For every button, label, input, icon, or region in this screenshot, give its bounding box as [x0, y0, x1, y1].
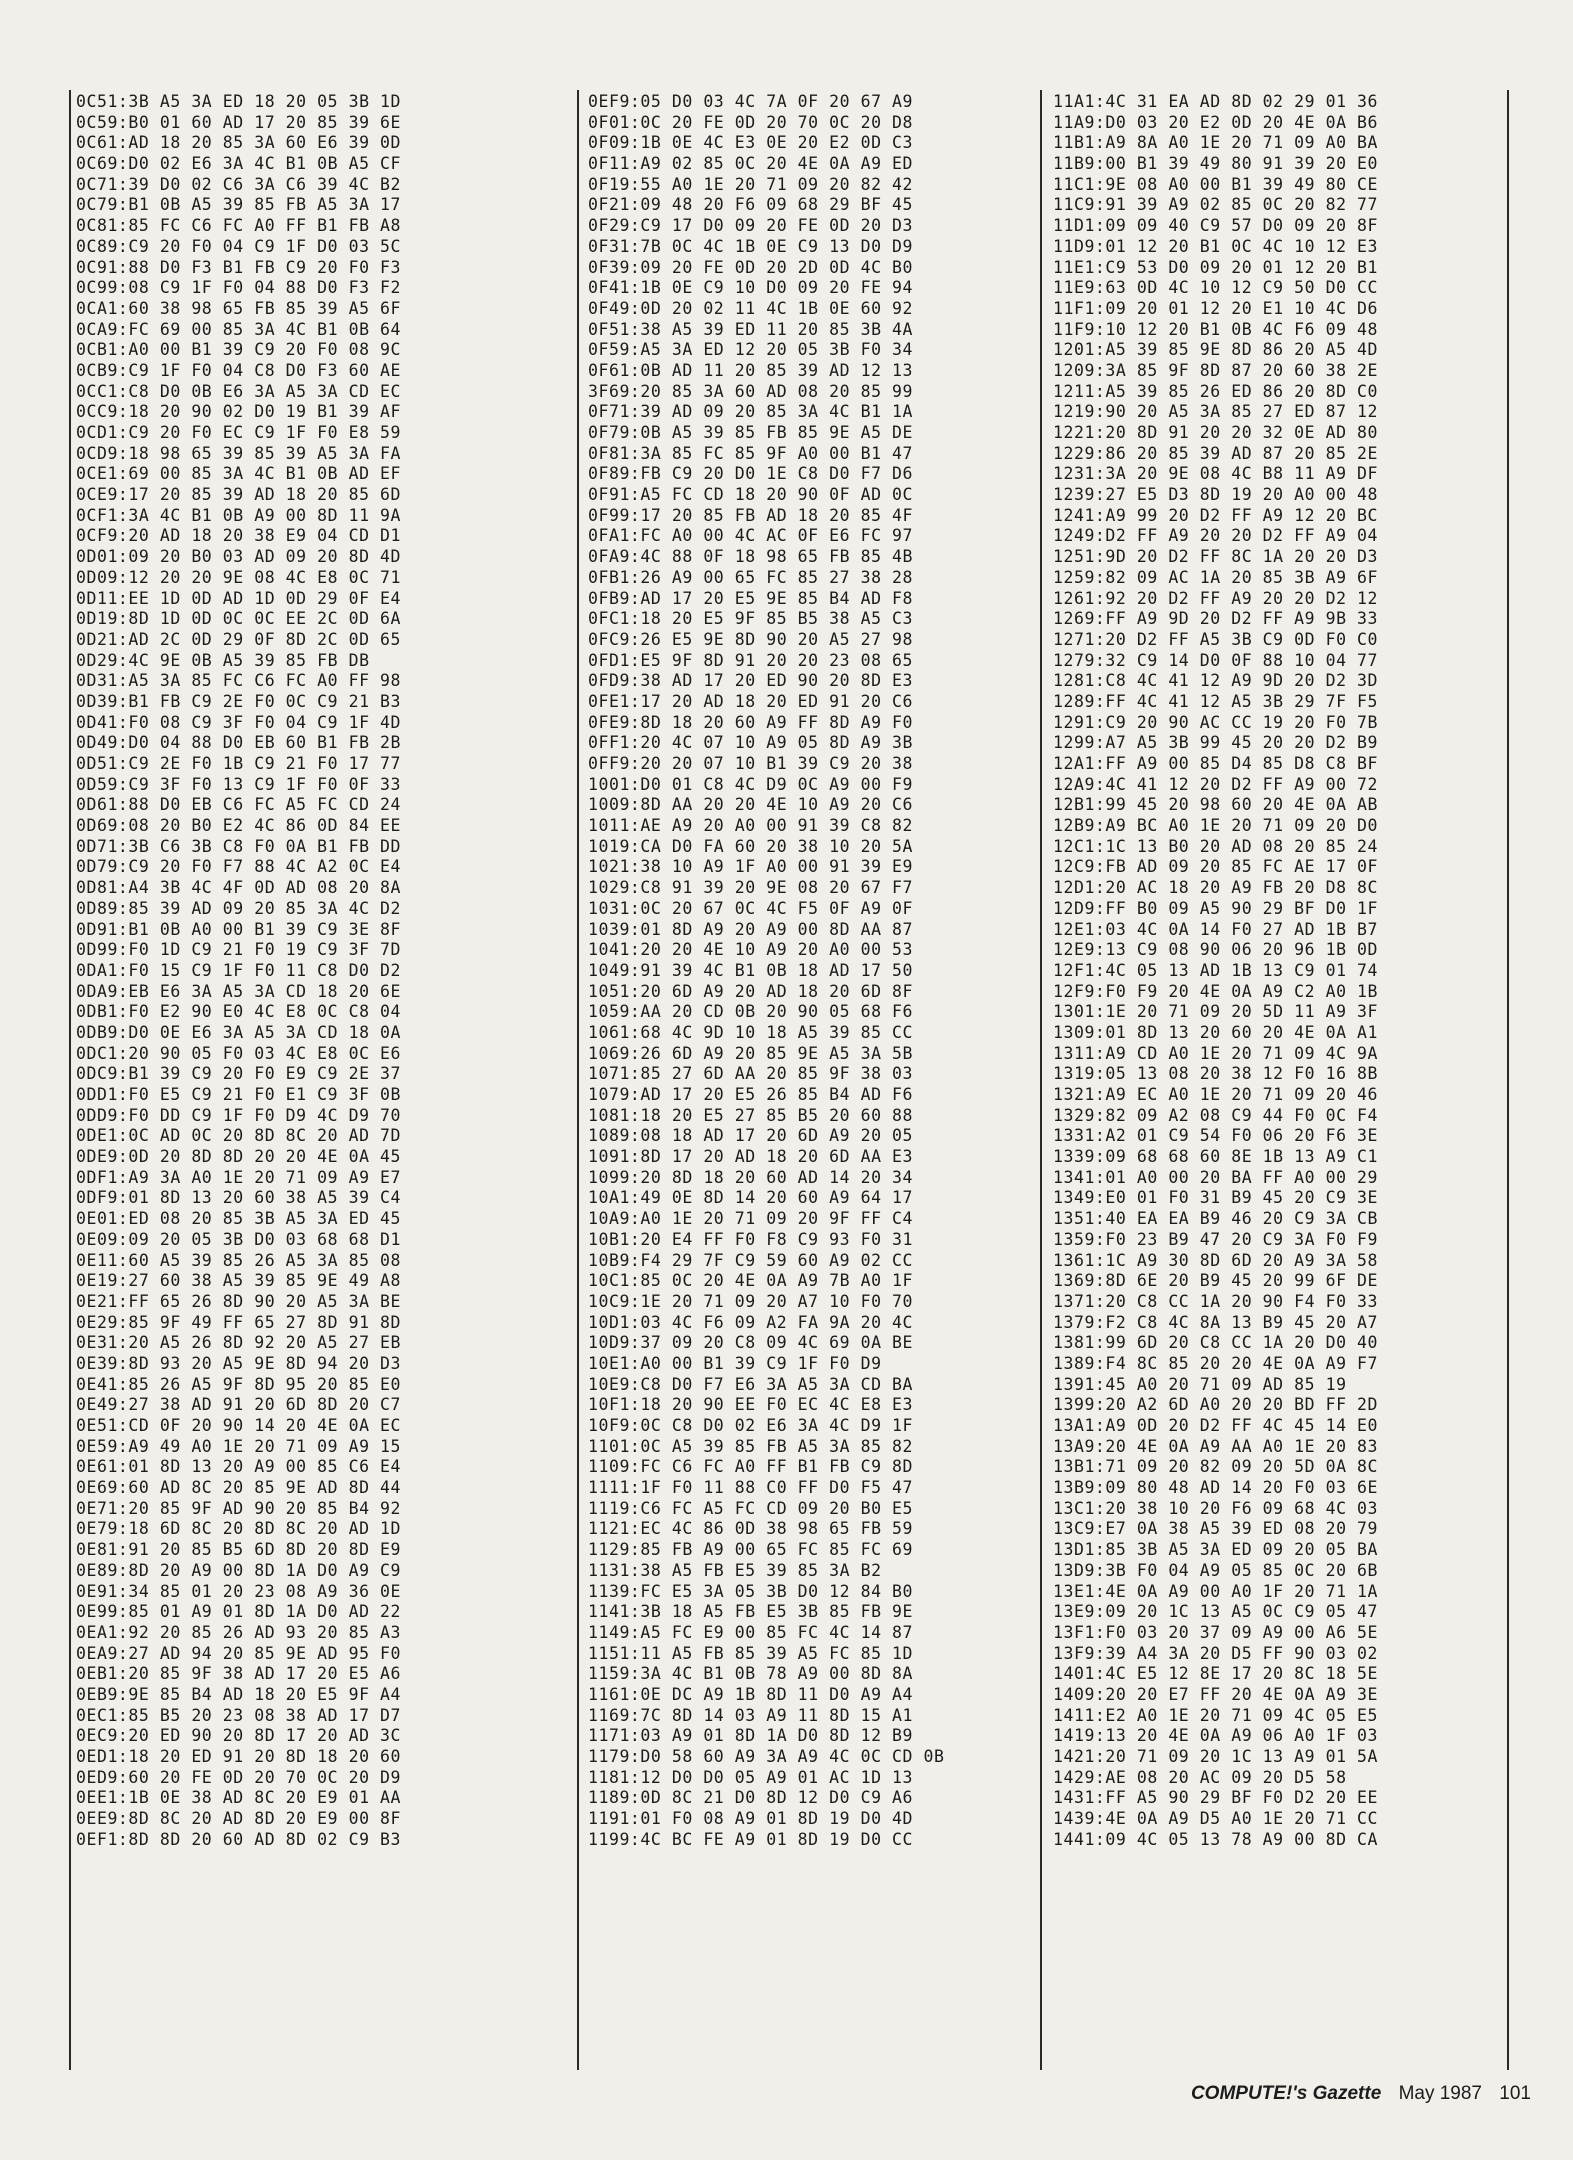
listing-line: 0D91:B1 0B A0 00 B1 39 C9 3E 8F: [76, 919, 401, 939]
listing-line: 1351:40 EA EA B9 46 20 C9 3A CB: [1053, 1209, 1378, 1229]
listing-line: 0D29:4C 9E 0B A5 39 85 FB DB: [76, 650, 370, 670]
listing-line: 0FE1:17 20 AD 18 20 ED 91 20 C6: [588, 691, 913, 711]
listing-line: 0EF1:8D 8D 20 60 AD 8D 02 C9 B3: [76, 1829, 401, 1849]
listing-line: 0D01:09 20 B0 03 AD 09 20 8D 4D: [76, 547, 401, 567]
listing-line: 0F11:A9 02 85 0C 20 4E 0A A9 ED: [588, 154, 913, 174]
listing-line: 0C89:C9 20 F0 04 C9 1F D0 03 5C: [76, 236, 401, 256]
listing-line: 10E9:C8 D0 F7 E6 3A A5 3A CD BA: [588, 1374, 913, 1394]
listing-line: 1281:C8 4C 41 12 A9 9D 20 D2 3D: [1053, 671, 1378, 691]
listing-line: 0DC1:20 90 05 F0 03 4C E8 0C E6: [76, 1043, 401, 1063]
listing-line: 1001:D0 01 C8 4C D9 0C A9 00 F9: [588, 774, 913, 794]
listing-line: 0E91:34 85 01 20 23 08 A9 36 0E: [76, 1581, 401, 1601]
listing-line: 1189:0D 8C 21 D0 8D 12 D0 C9 A6: [588, 1788, 913, 1808]
listing-line: 0E09:09 20 05 3B D0 03 68 68 D1: [76, 1229, 401, 1249]
listing-line: 13C1:20 38 10 20 F6 09 68 4C 03: [1053, 1498, 1378, 1518]
listing-line: 0E99:85 01 A9 01 8D 1A D0 AD 22: [76, 1602, 401, 1622]
listing-line: 1371:20 C8 CC 1A 20 90 F4 F0 33: [1053, 1291, 1378, 1311]
listing-line: 1209:3A 85 9F 8D 87 20 60 38 2E: [1053, 360, 1378, 380]
listing-line: 12C1:1C 13 B0 20 AD 08 20 85 24: [1053, 836, 1378, 856]
listing-line: 11E9:63 0D 4C 10 12 C9 50 D0 CC: [1053, 278, 1378, 298]
listing-line: 0F09:1B 0E 4C E3 0E 20 E2 0D C3: [588, 133, 913, 153]
listing-line: 1159:3A 4C B1 0B 78 A9 00 8D 8A: [588, 1664, 913, 1684]
listing-line: 0E31:20 A5 26 8D 92 20 A5 27 EB: [76, 1333, 401, 1353]
listing-line: 11F1:09 20 01 12 20 E1 10 4C D6: [1053, 298, 1378, 318]
listing-line: 1029:C8 91 39 20 9E 08 20 67 F7: [588, 878, 913, 898]
listing-line: 13A9:20 4E 0A A9 AA A0 1E 20 83: [1053, 1436, 1378, 1456]
listing-line: 12F1:4C 05 13 AD 1B 13 C9 01 74: [1053, 960, 1378, 980]
listing-line: 1409:20 20 E7 FF 20 4E 0A A9 3E: [1053, 1684, 1378, 1704]
listing-line: 1079:AD 17 20 E5 26 85 B4 AD F6: [588, 1085, 913, 1104]
listing-line: 10C9:1E 20 71 09 20 A7 10 F0 70: [588, 1291, 913, 1311]
listing-line: 0CD9:18 98 65 39 85 39 A5 3A FA: [76, 443, 401, 463]
listing-line: 13D9:3B F0 04 A9 05 85 0C 20 6B: [1053, 1560, 1378, 1580]
listing-line: 12D9:FF B0 09 A5 90 29 BF D0 1F: [1053, 898, 1378, 918]
listing-line: 0F19:55 A0 1E 20 71 09 20 82 42: [588, 174, 913, 194]
listing-line: 1439:4E 0A A9 D5 A0 1E 20 71 CC: [1053, 1809, 1378, 1829]
listing-line: 0DA9:EB E6 3A A5 3A CD 18 20 6E: [76, 981, 401, 1001]
listing-line: 13A1:A9 0D 20 D2 FF 4C 45 14 E0: [1053, 1416, 1378, 1435]
listing-line: 1069:26 6D A9 20 85 9E A5 3A 5B: [588, 1043, 913, 1063]
listing-line: 0DB9:D0 0E E6 3A A5 3A CD 18 0A: [76, 1022, 401, 1042]
listing-line: 10C1:85 0C 20 4E 0A A9 7B A0 1F: [588, 1271, 913, 1291]
listing-line: 0F59:A5 3A ED 12 20 05 3B F0 34: [588, 340, 913, 360]
listing-line: 1171:03 A9 01 8D 1A D0 8D 12 B9: [588, 1726, 913, 1746]
listing-line: 1091:8D 17 20 AD 18 20 6D AA E3: [588, 1147, 913, 1167]
listing-line: 1401:4C E5 12 8E 17 20 8C 18 5E: [1053, 1664, 1378, 1684]
listing-line: 0F61:0B AD 11 20 85 39 AD 12 13: [588, 360, 913, 380]
listing-line: 0C59:B0 01 60 AD 17 20 85 39 6E: [76, 112, 401, 132]
listing-line: 0C91:88 D0 F3 B1 FB C9 20 F0 F3: [76, 257, 401, 277]
listing-line: 0EF9:05 D0 03 4C 7A 0F 20 67 A9: [588, 92, 913, 111]
listing-line: 12F9:F0 F9 20 4E 0A A9 C2 A0 1B: [1053, 981, 1378, 1001]
listing-line: 1411:E2 A0 1E 20 71 09 4C 05 E5: [1053, 1705, 1378, 1725]
listing-line: 1031:0C 20 67 0C 4C F5 0F A9 0F: [588, 898, 913, 918]
listing-line: 1109:FC C6 FC A0 FF B1 FB C9 8D: [588, 1457, 913, 1477]
listing-line: 13B1:71 09 20 82 09 20 5D 0A 8C: [1053, 1457, 1378, 1477]
listing-line: 0E51:CD 0F 20 90 14 20 4E 0A EC: [76, 1416, 401, 1435]
listing-line: 0FF9:20 20 07 10 B1 39 C9 20 38: [588, 754, 913, 773]
listing-line: 0E79:18 6D 8C 20 8D 8C 20 AD 1D: [76, 1519, 401, 1539]
listing-line: 1339:09 68 68 60 8E 1B 13 A9 C1: [1053, 1147, 1378, 1167]
listing-line: 11F9:10 12 20 B1 0B 4C F6 09 48: [1053, 319, 1378, 339]
listing-line: 0E39:8D 93 20 A5 9E 8D 94 20 D3: [76, 1353, 401, 1373]
listing-line: 0E01:ED 08 20 85 3B A5 3A ED 45: [76, 1209, 401, 1229]
listing-line: 0CA1:60 38 98 65 FB 85 39 A5 6F: [76, 298, 401, 318]
listing-line: 0DA1:F0 15 C9 1F F0 11 C8 D0 D2: [76, 960, 401, 980]
listing-line: 0F39:09 20 FE 0D 20 2D 0D 4C B0: [588, 257, 913, 277]
listing-line: 1251:9D 20 D2 FF 8C 1A 20 20 D3: [1053, 547, 1378, 567]
listing-line: 1359:F0 23 B9 47 20 C9 3A F0 F9: [1053, 1229, 1378, 1249]
listing-line: 0F99:17 20 85 FB AD 18 20 85 4F: [588, 505, 913, 525]
listing-line: 0D09:12 20 20 9E 08 4C E8 0C 71: [76, 567, 401, 587]
listing-line: 0CE1:69 00 85 3A 4C B1 0B AD EF: [76, 464, 401, 484]
listing-line: 0D71:3B C6 3B C8 F0 0A B1 FB DD: [76, 836, 401, 856]
listing-line: 0FC1:18 20 E5 9F 85 B5 38 A5 C3: [588, 609, 913, 629]
listing-line: 13E1:4E 0A A9 00 A0 1F 20 71 1A: [1053, 1581, 1378, 1601]
listing-line: 0D41:F0 08 C9 3F F0 04 C9 1F 4D: [76, 712, 401, 732]
listing-line: 0D89:85 39 AD 09 20 85 3A 4C D2: [76, 898, 401, 918]
listing-line: 0EE1:1B 0E 38 AD 8C 20 E9 01 AA: [76, 1788, 401, 1808]
listing-line: 1321:A9 EC A0 1E 20 71 09 20 46: [1053, 1085, 1378, 1104]
listing-line: 3F69:20 85 3A 60 AD 08 20 85 99: [588, 381, 913, 401]
listing-line: 11B1:A9 8A A0 1E 20 71 09 A0 BA: [1053, 133, 1378, 153]
listing-line: 1429:AE 08 20 AC 09 20 D5 58: [1053, 1767, 1347, 1787]
listing-line: 1381:99 6D 20 C8 CC 1A 20 D0 40: [1053, 1333, 1378, 1353]
listing-line: 0F41:1B 0E C9 10 D0 09 20 FE 94: [588, 278, 913, 298]
listing-line: 1011:AE A9 20 A0 00 91 39 C8 82: [588, 816, 913, 836]
listing-line: 0D39:B1 FB C9 2E F0 0C C9 21 B3: [76, 691, 401, 711]
listing-line: 0DF1:A9 3A A0 1E 20 71 09 A9 E7: [76, 1167, 401, 1187]
listing-line: 13E9:09 20 1C 13 A5 0C C9 05 47: [1053, 1602, 1378, 1622]
listing-line: 11A1:4C 31 EA AD 8D 02 29 01 36: [1053, 92, 1378, 111]
listing-line: 1149:A5 FC E9 00 85 FC 4C 14 87: [588, 1622, 913, 1642]
listing-line: 1179:D0 58 60 A9 3A A9 4C 0C CD 0B: [588, 1747, 945, 1766]
listing-line: 11B9:00 B1 39 49 80 91 39 20 E0: [1053, 154, 1378, 174]
listing-line: 1301:1E 20 71 09 20 5D 11 A9 3F: [1053, 1002, 1378, 1022]
listing-line: 0CC9:18 20 90 02 D0 19 B1 39 AF: [76, 402, 401, 422]
listing-line: 0DE9:0D 20 8D 8D 20 20 4E 0A 45: [76, 1147, 401, 1167]
listing-line: 0CF1:3A 4C B1 0B A9 00 8D 11 9A: [76, 505, 401, 525]
publication-name: COMPUTE!'s Gazette: [1190, 2083, 1382, 2104]
listing-line: 0EE9:8D 8C 20 AD 8D 20 E9 00 8F: [76, 1809, 401, 1829]
listing-line: 0CE9:17 20 85 39 AD 18 20 85 6D: [76, 485, 401, 505]
listing-line: 13F1:F0 03 20 37 09 A9 00 A6 5E: [1053, 1622, 1378, 1642]
column-rule: [69, 90, 71, 2070]
listing-line: 1269:FF A9 9D 20 D2 FF A9 9B 33: [1053, 609, 1378, 629]
listing-line: 1431:FF A5 90 29 BF F0 D2 20 EE: [1053, 1788, 1378, 1808]
listing-line: 0F51:38 A5 39 ED 11 20 85 3B 4A: [588, 319, 913, 339]
listing-line: 0F29:C9 17 D0 09 20 FE 0D 20 D3: [588, 216, 913, 236]
listing-line: 10A9:A0 1E 20 71 09 20 9F FF C4: [588, 1209, 913, 1229]
listing-line: 0FC9:26 E5 9E 8D 90 20 A5 27 98: [588, 629, 913, 649]
listing-line: 12C9:FB AD 09 20 85 FC AE 17 0F: [1053, 857, 1378, 877]
listing-line: 0D31:A5 3A 85 FC C6 FC A0 FF 98: [76, 671, 401, 691]
listing-line: 0F21:09 48 20 F6 09 68 29 BF 45: [588, 195, 913, 215]
listing-line: 1131:38 A5 FB E5 39 85 3A B2: [588, 1560, 882, 1580]
listing-line: 1349:E0 01 F0 31 B9 45 20 C9 3E: [1053, 1188, 1378, 1208]
listing-line: 0FD9:38 AD 17 20 ED 90 20 8D E3: [588, 671, 913, 691]
listing-line: 1241:A9 99 20 D2 FF A9 12 20 BC: [1053, 505, 1378, 525]
listing-line: 0E41:85 26 A5 9F 8D 95 20 85 E0: [76, 1374, 401, 1394]
listing-line: 12D1:20 AC 18 20 A9 FB 20 D8 8C: [1053, 878, 1378, 898]
listing-line: 0FB1:26 A9 00 65 FC 85 27 38 28: [588, 567, 913, 587]
listing-line: 1329:82 09 A2 08 C9 44 F0 0C F4: [1053, 1105, 1378, 1125]
listing-line: 0EB9:9E 85 B4 AD 18 20 E5 9F A4: [76, 1684, 401, 1704]
listing-line: 0C79:B1 0B A5 39 85 FB A5 3A 17: [76, 195, 401, 215]
listing-line: 0CC1:C8 D0 0B E6 3A A5 3A CD EC: [76, 381, 401, 401]
listing-line: 10D1:03 4C F6 09 A2 FA 9A 20 4C: [588, 1312, 913, 1332]
page-number: 101: [1499, 2083, 1531, 2104]
listing-line: 0FA1:FC A0 00 4C AC 0F E6 FC 97: [588, 526, 913, 546]
page-footer: [1191, 2083, 1531, 2105]
listing-line: 1379:F2 C8 4C 8A 13 B9 45 20 A7: [1053, 1312, 1378, 1332]
listing-line: 1039:01 8D A9 20 A9 00 8D AA 87: [588, 919, 913, 939]
listing-line: 13D1:85 3B A5 3A ED 09 20 05 BA: [1053, 1540, 1378, 1560]
listing-line: 0DE1:0C AD 0C 20 8D 8C 20 AD 7D: [76, 1126, 401, 1146]
hex-listing-column-1: [76, 92, 531, 1850]
listing-line: 1041:20 20 4E 10 A9 20 A0 00 53: [588, 940, 913, 960]
listing-line: 0F89:FB C9 20 D0 1E C8 D0 F7 D6: [588, 464, 913, 484]
listing-line: 0D11:EE 1D 0D AD 1D 0D 29 0F E4: [76, 588, 401, 608]
listing-line: 0D49:D0 04 88 D0 EB 60 B1 FB 2B: [76, 733, 401, 753]
listing-line: 0DD1:F0 E5 C9 21 F0 E1 C9 3F 0B: [76, 1085, 401, 1104]
listing-line: 10F9:0C C8 D0 02 E6 3A 4C D9 1F: [588, 1416, 913, 1435]
listing-line: 0CB9:C9 1F F0 04 C8 D0 F3 60 AE: [76, 360, 401, 380]
listing-line: 0CD1:C9 20 F0 EC C9 1F F0 E8 59: [76, 423, 401, 442]
listing-line: 0E61:01 8D 13 20 A9 00 85 C6 E4: [76, 1457, 401, 1477]
listing-line: 1419:13 20 4E 0A A9 06 A0 1F 03: [1053, 1726, 1378, 1746]
listing-line: 0F01:0C 20 FE 0D 20 70 0C 20 D8: [588, 112, 913, 132]
column-rule: [577, 90, 579, 2070]
listing-line: 0E21:FF 65 26 8D 90 20 A5 3A BE: [76, 1291, 401, 1311]
listing-line: 10E1:A0 00 B1 39 C9 1F F0 D9: [588, 1353, 882, 1373]
listing-line: 0E59:A9 49 A0 1E 20 71 09 A9 15: [76, 1436, 401, 1456]
listing-line: 1081:18 20 E5 27 85 B5 20 60 88: [588, 1105, 913, 1125]
listing-line: 1259:82 09 AC 1A 20 85 3B A9 6F: [1053, 567, 1378, 587]
listing-line: 0ED9:60 20 FE 0D 20 70 0C 20 D9: [76, 1767, 401, 1787]
listing-line: 0D21:AD 2C 0D 29 0F 8D 2C 0D 65: [76, 629, 401, 649]
listing-line: 11E1:C9 53 D0 09 20 01 12 20 B1: [1053, 257, 1378, 277]
listing-line: 12E9:13 C9 08 90 06 20 96 1B 0D: [1053, 940, 1378, 960]
listing-line: 1111:1F F0 11 88 C0 FF D0 F5 47: [588, 1478, 913, 1498]
listing-line: 1229:86 20 85 39 AD 87 20 85 2E: [1053, 443, 1378, 463]
listing-line: 1151:11 A5 FB 85 39 A5 FC 85 1D: [588, 1643, 913, 1663]
hex-listing-column-2: [588, 92, 1043, 1850]
listing-line: 0EB1:20 85 9F 38 AD 17 20 E5 A6: [76, 1664, 401, 1684]
listing-line: 0E49:27 38 AD 91 20 6D 8D 20 C7: [76, 1395, 401, 1415]
listing-line: 0DD9:F0 DD C9 1F F0 D9 4C D9 70: [76, 1105, 401, 1125]
listing-line: 1219:90 20 A5 3A 85 27 ED 87 12: [1053, 402, 1378, 422]
listing-line: 0D99:F0 1D C9 21 F0 19 C9 3F 7D: [76, 940, 401, 960]
listing-line: 1309:01 8D 13 20 60 20 4E 0A A1: [1053, 1022, 1378, 1042]
listing-line: 13C9:E7 0A 38 A5 39 ED 08 20 79: [1053, 1519, 1378, 1539]
listing-line: 1101:0C A5 39 85 FB A5 3A 85 82: [588, 1436, 913, 1456]
listing-line: 1161:0E DC A9 1B 8D 11 D0 A9 A4: [588, 1684, 913, 1704]
listing-line: 1139:FC E5 3A 05 3B D0 12 84 B0: [588, 1581, 913, 1601]
listing-line: 0CA9:FC 69 00 85 3A 4C B1 0B 64: [76, 319, 401, 339]
listing-line: 1191:01 F0 08 A9 01 8D 19 D0 4D: [588, 1809, 913, 1829]
listing-line: 1181:12 D0 D0 05 A9 01 AC 1D 13: [588, 1767, 913, 1787]
listing-line: 0FA9:4C 88 0F 18 98 65 FB 85 4B: [588, 547, 913, 567]
listing-line: 1239:27 E5 D3 8D 19 20 A0 00 48: [1053, 485, 1378, 505]
listing-line: 1061:68 4C 9D 10 18 A5 39 85 CC: [588, 1022, 913, 1042]
listing-line: 1361:1C A9 30 8D 6D 20 A9 3A 58: [1053, 1250, 1378, 1270]
listing-line: 1271:20 D2 FF A5 3B C9 0D F0 C0: [1053, 629, 1378, 649]
listing-line: 11C1:9E 08 A0 00 B1 39 49 80 CE: [1053, 174, 1378, 194]
listing-line: 0EA9:27 AD 94 20 85 9E AD 95 F0: [76, 1643, 401, 1663]
listing-line: 1129:85 FB A9 00 65 FC 85 FC 69: [588, 1540, 913, 1560]
listing-line: 1141:3B 18 A5 FB E5 3B 85 FB 9E: [588, 1602, 913, 1622]
listing-line: 1221:20 8D 91 20 20 32 0E AD 80: [1053, 423, 1378, 442]
listing-line: 0EC9:20 ED 90 20 8D 17 20 AD 3C: [76, 1726, 401, 1746]
listing-line: 1099:20 8D 18 20 60 AD 14 20 34: [588, 1167, 913, 1187]
listing-line: 12E1:03 4C 0A 14 F0 27 AD 1B B7: [1053, 919, 1378, 939]
listing-line: 0FB9:AD 17 20 E5 9E 85 B4 AD F8: [588, 588, 913, 608]
listing-line: 0E29:85 9F 49 FF 65 27 8D 91 8D: [76, 1312, 401, 1332]
listing-line: 0F81:3A 85 FC 85 9F A0 00 B1 47: [588, 443, 913, 463]
listing-line: 1121:EC 4C 86 0D 38 98 65 FB 59: [588, 1519, 913, 1539]
listing-line: 1089:08 18 AD 17 20 6D A9 20 05: [588, 1126, 913, 1146]
listing-line: 0F91:A5 FC CD 18 20 90 0F AD 0C: [588, 485, 913, 505]
listing-line: 1071:85 27 6D AA 20 85 9F 38 03: [588, 1064, 913, 1084]
listing-line: 0D61:88 D0 EB C6 FC A5 FC CD 24: [76, 795, 401, 815]
listing-line: 1299:A7 A5 3B 99 45 20 20 D2 B9: [1053, 733, 1378, 753]
listing-line: 10A1:49 0E 8D 14 20 60 A9 64 17: [588, 1188, 913, 1208]
listing-line: 13F9:39 A4 3A 20 D5 FF 90 03 02: [1053, 1643, 1378, 1663]
listing-line: 0E71:20 85 9F AD 90 20 85 B4 92: [76, 1498, 401, 1518]
listing-line: 11A9:D0 03 20 E2 0D 20 4E 0A B6: [1053, 112, 1378, 132]
listing-line: 0C81:85 FC C6 FC A0 FF B1 FB A8: [76, 216, 401, 236]
listing-line: 1211:A5 39 85 26 ED 86 20 8D C0: [1053, 381, 1378, 401]
listing-line: 0D19:8D 1D 0D 0C 0C EE 2C 0D 6A: [76, 609, 401, 629]
hex-listing-column-3: [1053, 92, 1508, 1850]
listing-line: 1289:FF 4C 41 12 A5 3B 29 7F F5: [1053, 691, 1378, 711]
listing-line: 0C61:AD 18 20 85 3A 60 E6 39 0D: [76, 133, 401, 153]
listing-line: 0E89:8D 20 A9 00 8D 1A D0 A9 C9: [76, 1560, 401, 1580]
listing-line: 0FD1:E5 9F 8D 91 20 20 23 08 65: [588, 650, 913, 670]
listing-line: 0F49:0D 20 02 11 4C 1B 0E 60 92: [588, 298, 913, 318]
listing-line: 10B9:F4 29 7F C9 59 60 A9 02 CC: [588, 1250, 913, 1270]
listing-line: 1169:7C 8D 14 03 A9 11 8D 15 A1: [588, 1705, 913, 1725]
listing-line: 0CB1:A0 00 B1 39 C9 20 F0 08 9C: [76, 340, 401, 360]
listing-line: 11C9:91 39 A9 02 85 0C 20 82 77: [1053, 195, 1378, 215]
listing-line: 13B9:09 80 48 AD 14 20 F0 03 6E: [1053, 1478, 1378, 1498]
listing-line: 0E69:60 AD 8C 20 85 9E AD 8D 44: [76, 1478, 401, 1498]
listing-line: 0F71:39 AD 09 20 85 3A 4C B1 1A: [588, 402, 913, 422]
listing-line: 0C69:D0 02 E6 3A 4C B1 0B A5 CF: [76, 154, 401, 174]
listing-line: 1319:05 13 08 20 38 12 F0 16 8B: [1053, 1064, 1378, 1084]
listing-line: 1021:38 10 A9 1F A0 00 91 39 E9: [588, 857, 913, 877]
listing-line: 0D79:C9 20 F0 F7 88 4C A2 0C E4: [76, 857, 401, 877]
listing-line: 12A9:4C 41 12 20 D2 FF A9 00 72: [1053, 774, 1378, 794]
listing-line: 0E19:27 60 38 A5 39 85 9E 49 A8: [76, 1271, 401, 1291]
listing-line: 1019:CA D0 FA 60 20 38 10 20 5A: [588, 836, 913, 856]
listing-line: 0D81:A4 3B 4C 4F 0D AD 08 20 8A: [76, 878, 401, 898]
listing-line: 1119:C6 FC A5 FC CD 09 20 B0 E5: [588, 1498, 913, 1518]
listing-line: 11D9:01 12 20 B1 0C 4C 10 12 E3: [1053, 236, 1378, 256]
listing-line: 10F1:18 20 90 EE F0 EC 4C E8 E3: [588, 1395, 913, 1415]
listing-line: 1231:3A 20 9E 08 4C B8 11 A9 DF: [1053, 464, 1378, 484]
listing-line: 1249:D2 FF A9 20 20 D2 FF A9 04: [1053, 526, 1378, 546]
listing-line: 0DF9:01 8D 13 20 60 38 A5 39 C4: [76, 1188, 401, 1208]
listing-line: 0E11:60 A5 39 85 26 A5 3A 85 08: [76, 1250, 401, 1270]
listing-line: 0FF1:20 4C 07 10 A9 05 8D A9 3B: [588, 733, 913, 753]
listing-line: 0ED1:18 20 ED 91 20 8D 18 20 60: [76, 1747, 401, 1766]
listing-line: 1331:A2 01 C9 54 F0 06 20 F6 3E: [1053, 1126, 1378, 1146]
listing-line: 1199:4C BC FE A9 01 8D 19 D0 CC: [588, 1829, 913, 1849]
listing-line: 12B9:A9 BC A0 1E 20 71 09 20 D0: [1053, 816, 1378, 836]
listing-line: 0F79:0B A5 39 85 FB 85 9E A5 DE: [588, 423, 913, 442]
listing-line: 1009:8D AA 20 20 4E 10 A9 20 C6: [588, 795, 913, 815]
listing-line: 0C71:39 D0 02 C6 3A C6 39 4C B2: [76, 174, 401, 194]
listing-line: 0D59:C9 3F F0 13 C9 1F F0 0F 33: [76, 774, 401, 794]
listing-line: 12A1:FF A9 00 85 D4 85 D8 C8 BF: [1053, 754, 1378, 773]
listing-line: 0C51:3B A5 3A ED 18 20 05 3B 1D: [76, 92, 401, 111]
listing-line: 1421:20 71 09 20 1C 13 A9 01 5A: [1053, 1747, 1378, 1766]
listing-line: 1201:A5 39 85 9E 8D 86 20 A5 4D: [1053, 340, 1378, 360]
listing-line: 1049:91 39 4C B1 0B 18 AD 17 50: [588, 960, 913, 980]
listing-line: 1051:20 6D A9 20 AD 18 20 6D 8F: [588, 981, 913, 1001]
listing-line: 1279:32 C9 14 D0 0F 88 10 04 77: [1053, 650, 1378, 670]
listing-line: 1389:F4 8C 85 20 20 4E 0A A9 F7: [1053, 1353, 1378, 1373]
listing-line: 0C99:08 C9 1F F0 04 88 D0 F3 F2: [76, 278, 401, 298]
listing-line: 1369:8D 6E 20 B9 45 20 99 6F DE: [1053, 1271, 1378, 1291]
listing-line: 0EC1:85 B5 20 23 08 38 AD 17 D7: [76, 1705, 401, 1725]
listing-line: 1291:C9 20 90 AC CC 19 20 F0 7B: [1053, 712, 1378, 732]
listing-line: 0D69:08 20 B0 E2 4C 86 0D 84 EE: [76, 816, 401, 836]
listing-line: 0EA1:92 20 85 26 AD 93 20 85 A3: [76, 1622, 401, 1642]
listing-line: 10D9:37 09 20 C8 09 4C 69 0A BE: [588, 1333, 913, 1353]
listing-line: 0CF9:20 AD 18 20 38 E9 04 CD D1: [76, 526, 401, 546]
listing-line: 10B1:20 E4 FF F0 F8 C9 93 F0 31: [588, 1229, 913, 1249]
listing-line: 1399:20 A2 6D A0 20 20 BD FF 2D: [1053, 1395, 1378, 1415]
listing-line: 12B1:99 45 20 98 60 20 4E 0A AB: [1053, 795, 1378, 815]
listing-line: 1391:45 A0 20 71 09 AD 85 19: [1053, 1374, 1347, 1394]
listing-line: 0DC9:B1 39 C9 20 F0 E9 C9 2E 37: [76, 1064, 401, 1084]
listing-line: 11D1:09 09 40 C9 57 D0 09 20 8F: [1053, 216, 1378, 236]
listing-line: 1441:09 4C 05 13 78 A9 00 8D CA: [1053, 1829, 1378, 1849]
listing-line: 1261:92 20 D2 FF A9 20 20 D2 12: [1053, 588, 1378, 608]
listing-line: 0DB1:F0 E2 90 E0 4C E8 0C C8 04: [76, 1002, 401, 1022]
listing-line: 0F31:7B 0C 4C 1B 0E C9 13 D0 D9: [588, 236, 913, 256]
listing-line: 0D51:C9 2E F0 1B C9 21 F0 17 77: [76, 754, 401, 773]
listing-line: 1311:A9 CD A0 1E 20 71 09 4C 9A: [1053, 1043, 1378, 1063]
listing-line: 1059:AA 20 CD 0B 20 90 05 68 F6: [588, 1002, 913, 1022]
listing-line: 1341:01 A0 00 20 BA FF A0 00 29: [1053, 1167, 1378, 1187]
listing-line: 0E81:91 20 85 B5 6D 8D 20 8D E9: [76, 1540, 401, 1560]
issue-date: May 1987: [1398, 2083, 1483, 2104]
listing-line: 0FE9:8D 18 20 60 A9 FF 8D A9 F0: [588, 712, 913, 732]
